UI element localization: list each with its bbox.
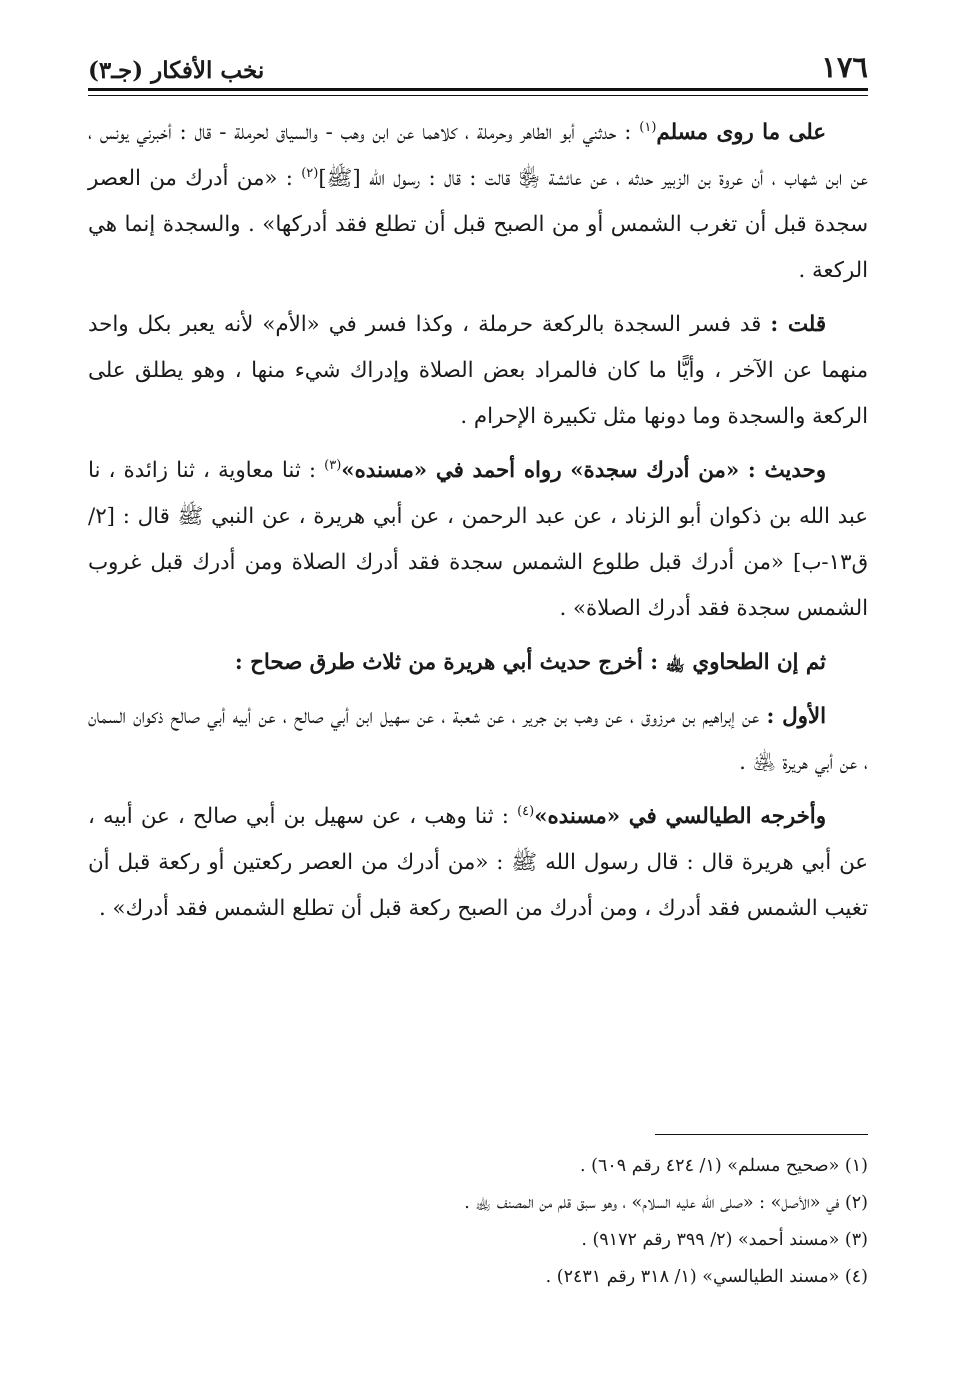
footnote-ref: (٣) [324, 457, 342, 473]
footnote: (٣) «مسند أحمد» (٢/ ٣٩٩ رقم ٩١٧٢) . [581, 1230, 868, 1250]
footnote-separator [655, 1134, 868, 1135]
paragraph-text: : ثنا معاوية ، ثنا زائدة ، نا عبد الله بن ذكوان أبو الزناد ، عن عبد الرحمن ، عن أبي هريرة ، عن النبي ﷺ قال : [٢/ ق١٣-ب] «من أدرك قبل طلوع الشمس سجدة فقد أدرك الصلاة ومن أدرك قبل غروب الشمس سجدة فقد أدرك الصلاة» . [88, 458, 868, 621]
paragraph-muslim [88, 110, 868, 294]
footnote-ref: (١) [639, 119, 657, 135]
paragraph-text: : ثنا وهب ، عن سهيل بن أبي صالح ، عن أبيه ، عن أبي هريرة قال : قال رسول الله ﷺ : «من أدرك من العصر ركعتين أو ركعة قبل أن تغيب الشمس فقد أدرك ، ومن أدرك من الصبح ركعة قبل أن تطلع الشمس فقد أدرك» . [88, 804, 868, 921]
running-title: نخب الأفكار (جـ٣) [88, 57, 265, 84]
page-header [88, 38, 868, 84]
paragraph-first-route [88, 694, 868, 786]
footnote-ref: (٤) [517, 803, 535, 819]
footnote: (٤) «مسند الطيالسي» (١/ ٣١٨ رقم ٢٤٣١) . [545, 1267, 868, 1287]
paragraph-hadith-sajda [88, 448, 868, 632]
paragraph-lead: ثم إن الطحاوي ﵀ : أخرج حديث أبي هريرة من ثلاث طرق صحاح : [234, 650, 826, 675]
paragraph-text-tail: : «من أدرك من العصر سجدة قبل أن تغرب الشمس أو من الصبح قبل أن تطلع فقد أدركها» . والسجدة إنما هي الركعة . [88, 166, 868, 283]
header-rule-thick [88, 88, 868, 91]
paragraph-text: عن إبراهيم بن مرزوق ، عن وهب بن جرير ، عن شعبة ، عن سهيل ابن أبي صالح ، عن أبيه أبي صالح ذكوان السمان ، عن أبي هريرة ﵁ . [88, 704, 868, 775]
paragraph-lead: قلت : [770, 312, 827, 337]
footnote-ref: (٢) [301, 165, 319, 181]
footnote: (٢) في «الأصل» : «صلى الله عليه السلام» ، وهو سبق قلم من المصنف ﵀ . [464, 1193, 868, 1213]
main-text [88, 110, 868, 940]
header-rule-thin [88, 95, 868, 96]
paragraph-tahawi [88, 640, 868, 686]
paragraph-lead: على ما روى مسلم [656, 120, 826, 145]
paragraph-lead: وأخرجه الطيالسي في «مسنده» [534, 804, 826, 829]
page-number: ١٧٦ [821, 50, 868, 84]
paragraph-qultu [88, 302, 868, 440]
paragraph-text: قد فسر السجدة بالركعة حرملة ، وكذا فسر في «الأم» لأنه يعبر بكل واحد منهما عن الآخر ، وأيًّا ما كان فالمراد بعض الصلاة وإدراك شيء منها ، وهو يطلق على الركعة والسجدة وما دونها مثل تكبيرة الإحرام . [88, 312, 868, 429]
paragraph-tayalisi [88, 794, 868, 932]
paragraph-lead: الأول : [766, 704, 826, 729]
paragraph-lead: وحديث : «من أدرك سجدة» رواه أحمد في «مسنده» [341, 458, 826, 483]
footnotes [88, 1148, 868, 1296]
paragraph-text: : حدثني أبو الطاهر وحرملة ، كلاهما عن ابن وهب - والسياق لحرملة - قال : أخبرني يونس ، عن ابن شهاب ، أن عروة بن الزبير حدثه ، عن عائشة ﵂ قالت : قال : رسول الله [ﷺ] [88, 120, 868, 191]
footnote: (١) «صحيح مسلم» (١/ ٤٢٤ رقم ٦٠٩) . [580, 1156, 868, 1176]
